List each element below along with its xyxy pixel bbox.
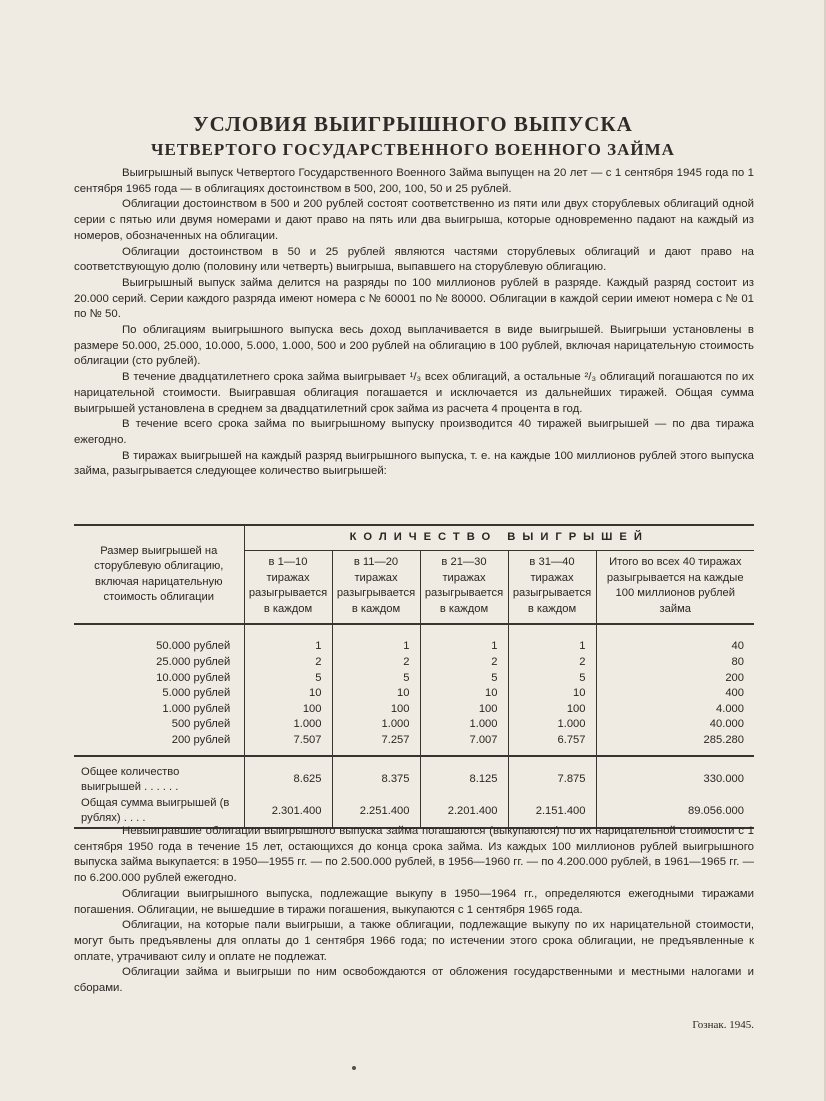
total-label: Общая сумма выигрышей (в рублях) . . . . [74, 796, 244, 828]
table-cell: 100 [508, 702, 596, 718]
paragraph: Облигации достоинством в 50 и 25 рублей являются частями сторублевых облигаций и дают право на соответствующую долю (половину или четверть) выигрыша, выпавшего на сторублевую облигацию. [74, 245, 754, 274]
table-cell: 2.151.400 [508, 796, 596, 828]
table-cell: 2.201.400 [420, 796, 508, 828]
intro-text [74, 166, 754, 480]
print-mark [352, 1066, 356, 1070]
prize-amount: 200 [171, 733, 191, 746]
table-column-header: Итого во всех 40 тиражах разыгрывается на каждые 100 миллионов рублей займа [596, 551, 754, 625]
table-cell: 10 [244, 686, 332, 702]
prize-unit: рублей [193, 687, 231, 700]
table-column-header: в 11—20 тиражах разыгрывается в каждом [332, 551, 420, 625]
prize-amount: 500 [171, 718, 191, 731]
table-row [74, 686, 754, 702]
table-cell: 89.056.000 [596, 796, 754, 828]
prize-unit: рублей [193, 702, 231, 715]
table-cell: 1 [332, 624, 420, 655]
table-cell: 1 [508, 624, 596, 655]
table-cell: 2 [420, 655, 508, 671]
table-cell: 2 [332, 655, 420, 671]
paragraph: Выигрышный выпуск Четвертого Государственного Военного Займа выпущен на 20 лет — с 1 сентября 1945 года по 1 сентября 1965 года — в облигациях достоинством в 500, 200, 100, 50 и 25 рублей. [74, 167, 754, 195]
table-cell: 5 [332, 671, 420, 687]
prize-unit: рублей [193, 733, 231, 746]
paragraph: В тиражах выигрышей на каждый разряд выигрышного выпуска, т. е. на каждые 100 миллионов рублей этого выпуска займа, разыгрывается следующее количество выигрышей: [74, 449, 754, 478]
prize-unit: рублей [193, 671, 231, 684]
table-cell: 2 [244, 655, 332, 671]
table-group-header: КОЛИЧЕСТВО ВЫИГРЫШЕЙ [244, 525, 754, 551]
closing-text [74, 824, 754, 997]
table-cell: 7.507 [244, 733, 332, 756]
table-cell: 8.125 [420, 756, 508, 796]
table-total-row [74, 756, 754, 796]
table-cell: 8.375 [332, 756, 420, 796]
table-cell: 1 [244, 624, 332, 655]
table-cell: 10 [508, 686, 596, 702]
table-cell: 1.000 [244, 717, 332, 733]
table-cell: 1.000 [332, 717, 420, 733]
prize-unit: рублей [193, 718, 231, 731]
table-row [74, 733, 754, 756]
table-cell: 40 [596, 624, 754, 655]
table-left-header: Размер выигрышей на сторублевую облигацию, включая нарицательную стоимость облигации [94, 544, 224, 604]
table-cell: 285.280 [596, 733, 754, 756]
table-cell: 10 [332, 686, 420, 702]
prize-amount: 25.000 [156, 655, 191, 668]
table-cell: 330.000 [596, 756, 754, 796]
table-cell: 1.000 [508, 717, 596, 733]
page-title: УСЛОВИЯ ВЫИГРЫШНОГО ВЫПУСКА [193, 112, 633, 136]
table-cell: 100 [420, 702, 508, 718]
table-cell: 7.257 [332, 733, 420, 756]
paragraph: Облигации займа и выигрыши по ним освобождаются от обложения государственными и местными налогами и сборами. [74, 966, 754, 995]
table-cell: 6.757 [508, 733, 596, 756]
table-row [74, 671, 754, 687]
table-cell: 80 [596, 655, 754, 671]
table-cell: 8.625 [244, 756, 332, 796]
table-cell: 100 [332, 702, 420, 718]
printer-imprint: Гознак. 1945. [692, 1019, 754, 1031]
table-cell: 1 [420, 624, 508, 655]
table-cell: 2.251.400 [332, 796, 420, 828]
table-cell: 5 [244, 671, 332, 687]
prize-table [74, 524, 754, 829]
table-row [74, 717, 754, 733]
table-cell: 5 [508, 671, 596, 687]
page-subtitle: ЧЕТВЕРТОГО ГОСУДАРСТВЕННОГО ВОЕННОГО ЗАЙМА [151, 140, 675, 159]
prize-unit: рублей [193, 655, 231, 668]
prize-amount: 1.000 [162, 702, 191, 715]
paragraph: Облигации, на которые пали выигрыши, а также облигации, подлежащие выкупу по их нарицательной стоимости, могут быть предъявлены для оплаты до 1 сентября 1966 года; по истечении этого срока облигации, не предъявленные к оплате, утрачивают силу и оплате не подлежат. [74, 919, 754, 963]
table-column-header: в 21—30 тиражах разыгрывается в каждом [420, 551, 508, 625]
table-cell: 100 [244, 702, 332, 718]
table-row [74, 655, 754, 671]
table-cell: 7.007 [420, 733, 508, 756]
table-cell: 400 [596, 686, 754, 702]
table-column-header: в 1—10 тиражах разыгрывается в каждом [244, 551, 332, 625]
table-row [74, 702, 754, 718]
total-label: Общее количество выигрышей . . . . . . [81, 765, 180, 794]
table-cell: 4.000 [596, 702, 754, 718]
prize-amount: 50.000 [156, 640, 191, 653]
paragraph: По облигациям выигрышного выпуска весь доход выплачивается в виде выигрышей. Выигрыши установлены в размере 50.000, 25.000, 10.000, 5.000, 1.000, 500 и 200 рублей на облигацию в 100 рублей, включая нарицательную стоимость облигации (сто рублей). [74, 324, 754, 368]
table-cell: 1.000 [420, 717, 508, 733]
table-cell: 7.875 [508, 756, 596, 796]
prize-unit: рублей [193, 640, 231, 653]
paragraph: Невыигравшие облигации выигрышного выпуска займа погашаются (выкупаются) по их нарицательной стоимости с 1 сентября 1950 года в течение 15 лет, остающихся до конца срока займа. Из каждых 100 миллионов рублей выигрышного выпуска займа выкупается: в 1950—1955 гг. — по 2.500.000 рублей, в 1956—1960 гг. — по 4.200.000 рублей, в 1961—1965 гг. — по 6.200.000 рублей ежегодно. [74, 825, 754, 885]
paragraph: Выигрышный выпуск займа делится на разряды по 100 миллионов рублей в разряде. Каждый разряд состоит из 20.000 серий. Серии каждого разряда имеют номера с № 60001 по № 80000. Облигации в каждой серии имеют номера с № 01 по № 50. [74, 276, 754, 321]
prize-amount: 10.000 [156, 671, 191, 684]
table-cell: 40.000 [596, 717, 754, 733]
paragraph: Облигации выигрышного выпуска, подлежащие выкупу в 1950—1964 гг., определяются ежегодными тиражами погашения. Облигации, не вышедшие в тиражи погашения, выкупаются с 1 сентября 1965 года. [74, 887, 754, 916]
prize-amount: 5.000 [162, 687, 191, 700]
table-column-header: в 31—40 тиражах разыгрывается в каждом [508, 551, 596, 625]
paragraph: Облигации достоинством в 500 и 200 рублей состоят соответственно из пяти или двух сторублевых облигаций одной серии с пятью или двумя номерами и дают право на пять или два выигрыша, которые одновременно падают на каждый из номеров, обозначенных на облигации. [74, 198, 754, 242]
table-cell: 2.301.400 [244, 796, 332, 828]
table-cell: 2 [508, 655, 596, 671]
table-row [74, 624, 754, 655]
table-cell: 200 [596, 671, 754, 687]
paragraph: В течение двадцатилетнего срока займа выигрывает ¹/₃ всех облигаций, а остальные ²/₃ облигаций погашаются по их нарицательной стоимости. Выигравшая облигация погашается и исключается из дальнейших тиражей. Общая сумма выигрышей установлена в среднем за двадцатилетний срок займа из расчета 4 процента в год. [74, 371, 754, 415]
paragraph: В течение всего срока займа по выигрышному выпуску производится 40 тиражей выигрышей — по два тиража ежегодно. [74, 418, 754, 446]
table-cell: 5 [420, 671, 508, 687]
table-cell: 10 [420, 686, 508, 702]
